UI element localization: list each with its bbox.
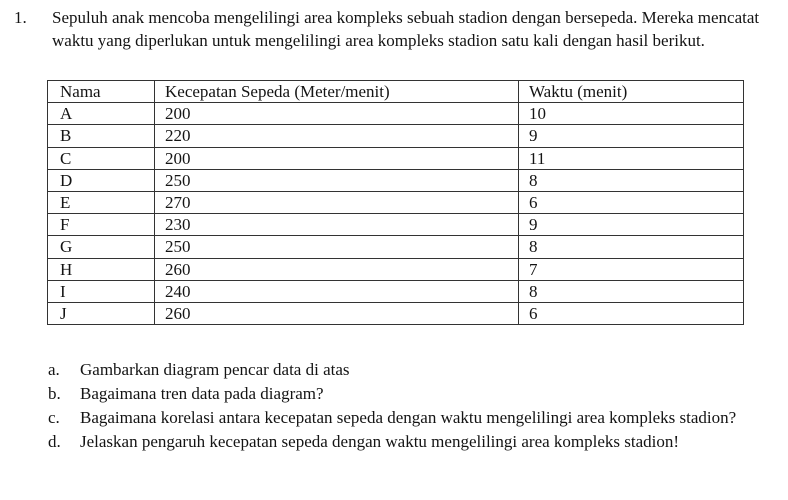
problem-number: 1.: [14, 8, 27, 27]
table-row: [48, 280, 744, 302]
cell-kecepatan: 240: [155, 280, 519, 302]
question-text: Bagaimana tren data pada diagram?: [80, 384, 324, 403]
problem-stem: Sepuluh anak mencoba mengelilingi area kompleks sebuah stadion dengan bersepeda. Mereka mencatat waktu yang diperlukan untuk mengelilingi area kompleks stadion satu kali dengan hasil berikut.: [52, 8, 760, 50]
cell-kecepatan: 250: [155, 169, 519, 191]
cell-waktu: 9: [519, 214, 744, 236]
question-label: d.: [48, 432, 61, 451]
cell-kecepatan: 230: [155, 214, 519, 236]
header-nama: Nama: [48, 81, 155, 103]
table-row: [48, 302, 744, 324]
cell-kecepatan: 200: [155, 147, 519, 169]
question-label: a.: [48, 360, 60, 379]
question-text: Gambarkan diagram pencar data di atas: [80, 360, 350, 379]
cell-kecepatan: 260: [155, 258, 519, 280]
question-label: b.: [48, 384, 61, 403]
header-waktu: Waktu (menit): [519, 81, 744, 103]
question-a: [48, 358, 748, 382]
table-row: [48, 214, 744, 236]
table-row: [48, 125, 744, 147]
cell-kecepatan: 200: [155, 103, 519, 125]
cell-nama: J: [48, 302, 155, 324]
cell-kecepatan: 220: [155, 125, 519, 147]
table-row: [48, 258, 744, 280]
cell-nama: B: [48, 125, 155, 147]
question-list: [48, 358, 748, 454]
cell-nama: D: [48, 169, 155, 191]
cell-nama: I: [48, 280, 155, 302]
cell-waktu: 8: [519, 169, 744, 191]
table-row: [48, 147, 744, 169]
cell-waktu: 10: [519, 103, 744, 125]
data-table: [47, 80, 744, 325]
question-d: [48, 430, 748, 454]
cell-kecepatan: 260: [155, 302, 519, 324]
cell-kecepatan: 250: [155, 236, 519, 258]
cell-nama: C: [48, 147, 155, 169]
table-row: [48, 169, 744, 191]
table-row: [48, 191, 744, 213]
question-c: [48, 406, 748, 430]
cell-waktu: 8: [519, 280, 744, 302]
header-kecepatan: Kecepatan Sepeda (Meter/menit): [155, 81, 519, 103]
cell-nama: E: [48, 191, 155, 213]
table-row: [48, 103, 744, 125]
question-b: [48, 382, 748, 406]
cell-waktu: 6: [519, 302, 744, 324]
question-text: Jelaskan pengaruh kecepatan sepeda dengan waktu mengelilingi area kompleks stadion!: [80, 432, 680, 451]
table-row: [48, 236, 744, 258]
table-header-row: [48, 81, 744, 103]
cell-waktu: 11: [519, 147, 744, 169]
cell-waktu: 8: [519, 236, 744, 258]
cell-nama: G: [48, 236, 155, 258]
question-text: Bagaimana korelasi antara kecepatan sepeda dengan waktu mengelilingi area kompleks stadion?: [80, 408, 737, 427]
cell-nama: H: [48, 258, 155, 280]
cell-nama: F: [48, 214, 155, 236]
cell-waktu: 6: [519, 191, 744, 213]
cell-nama: A: [48, 103, 155, 125]
cell-waktu: 7: [519, 258, 744, 280]
question-label: c.: [48, 408, 60, 427]
cell-kecepatan: 270: [155, 191, 519, 213]
cell-waktu: 9: [519, 125, 744, 147]
